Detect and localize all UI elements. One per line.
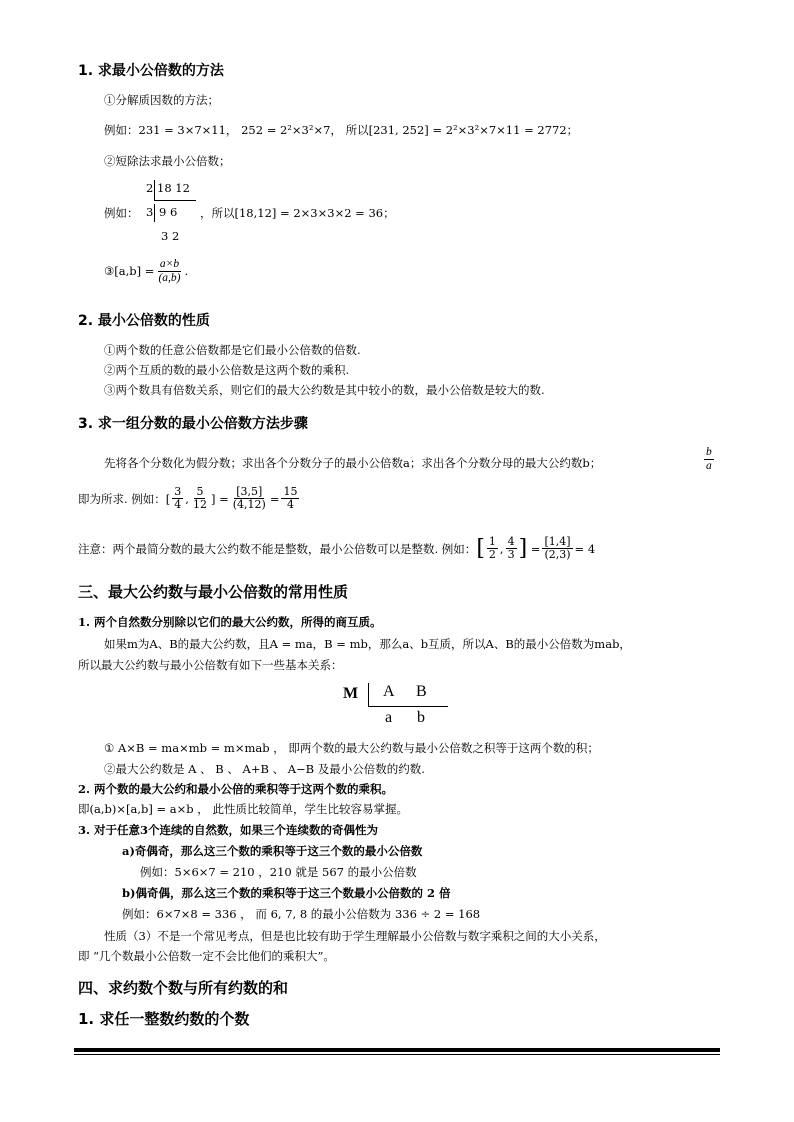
subsection-divisor-count: 1. 求任一整数约数的个数 bbox=[78, 1010, 250, 1028]
division-divisor-2: 3 bbox=[146, 205, 154, 219]
diagram-vertical-bar bbox=[368, 683, 369, 706]
ex-f3-num: [3,5] bbox=[236, 485, 263, 498]
footer-rule-thick bbox=[74, 1048, 720, 1052]
fraction-note-end: = 4 bbox=[574, 541, 596, 556]
note-f1-num: 1 bbox=[488, 535, 496, 548]
note-f3-den: (2,3) bbox=[544, 548, 571, 562]
ex-f2-num: 5 bbox=[196, 485, 204, 498]
method-2-label: ②短除法求最小公倍数； bbox=[104, 154, 231, 168]
item-1-text-2: 所以最大公约数与最小公倍数有如下一些基本关系： bbox=[78, 658, 343, 672]
section-heading-divisors: 四、求约数个数与所有约数的和 bbox=[78, 979, 289, 997]
fraction-example-eq: = bbox=[269, 491, 280, 506]
diagram-m: M bbox=[343, 685, 359, 702]
fraction-b: b bbox=[706, 446, 712, 458]
diagram-quotient-b: b bbox=[417, 709, 425, 726]
item-3-note-2: 即 “几个数最小公倍数一定不会比他们的乘积大”。 bbox=[78, 949, 335, 963]
section-heading-common-properties: 三、最大公约数与最小公倍数的常用性质 bbox=[78, 583, 349, 601]
relation-2: ②最大公约数是 A 、 B 、 A+B 、 A−B 及最小公倍数的约数. bbox=[104, 762, 425, 776]
note-f2-num: 4 bbox=[507, 535, 515, 548]
fraction-note: 注意：两个最简分数的最大公约数不能是整数，最小公倍数可以是整数. 例如： [ $\frac{1}{2}$ , $\frac{4}{3}$ ] = $\frac{[1,4]}{(2,3)}$ = 4 bbox=[78, 535, 596, 562]
fraction-b-over-a bbox=[702, 446, 716, 472]
item-1-heading: 1. 两个自然数分别除以它们的最大公约数，所得的商互质。 bbox=[78, 615, 382, 629]
method-3-numerator: a×b bbox=[159, 258, 180, 270]
note-f2-den: 3 bbox=[507, 548, 515, 562]
item-2-heading: 2. 两个数的最大公约和最小公倍的乘积等于这两个数的乘积。 bbox=[78, 782, 394, 796]
footer-rule-thin bbox=[74, 1054, 720, 1055]
method-2-prefix: 例如： bbox=[104, 206, 139, 220]
section-heading-fraction-lcm: 3. 求一组分数的最小公倍数方法步骤 bbox=[78, 416, 308, 432]
ex-f4-num: 15 bbox=[283, 485, 298, 498]
item-1-text-1: 如果m为A、B的最大公约数，且A = ma，B = mb，那么a、b互质，所以A、B的最小公倍数为mab， bbox=[104, 637, 631, 651]
item-3-heading: 3. 对于任意3个连续的自然数，如果三个连续数的奇偶性为 bbox=[78, 823, 379, 837]
property-3: ③两个数具有倍数关系，则它们的最大公约数是其中较小的数，最小公倍数是较大的数. bbox=[104, 383, 545, 397]
method-2-result: ，所以[18,12] = 2×3×3×2 = 36； bbox=[200, 206, 395, 220]
section-heading-lcm-properties: 2. 最小公倍数的性质 bbox=[78, 313, 210, 329]
fraction-example: 即为所求. 例如：[ $\frac{3}{4}$ , $\frac{5}{12}$ ] = $\frac{[3,5]}{(4,12)}$ = $\frac{15}{4}$ bbox=[78, 485, 298, 512]
item-3-case-a: a)奇偶奇，那么这三个数的乘积等于这三个数的最小公倍数 bbox=[122, 844, 423, 858]
diagram-quotient-a: a bbox=[385, 709, 393, 726]
ex-f1-num: 3 bbox=[174, 485, 182, 498]
item-3-case-a-example: 例如：5×6×7 = 210 ，210 就是 567 的最小公倍数 bbox=[140, 865, 417, 879]
fraction-example-mid: ] = bbox=[210, 491, 229, 506]
division-line-1 bbox=[154, 200, 196, 201]
section-heading-lcm-methods: 1. 求最小公倍数的方法 bbox=[78, 63, 224, 79]
note-f1-den: 2 bbox=[488, 548, 496, 562]
item-2-text: 即(a,b)×[a,b] = a×b ， 此性质比较简单，学生比较容易掌握。 bbox=[78, 802, 408, 816]
method-1-label: ①分解质因数的方法； bbox=[104, 93, 219, 107]
ex-f2-den: 12 bbox=[192, 498, 207, 512]
division-row-1: 18 12 bbox=[157, 181, 190, 195]
property-1: ①两个数的任意公倍数都是它们最小公倍数的倍数. bbox=[104, 343, 361, 357]
diagram-b: B bbox=[416, 683, 427, 700]
division-row-2: 9 6 bbox=[159, 205, 178, 219]
division-bar-1 bbox=[154, 180, 155, 200]
fraction-example-prefix: 即为所求. 例如：[ bbox=[78, 491, 171, 506]
division-bar-2 bbox=[154, 204, 155, 222]
method-3-end: . bbox=[184, 264, 189, 279]
method-3-formula bbox=[104, 258, 188, 284]
fraction-note-prefix: 注意：两个最简分数的最大公约数不能是整数，最小公倍数可以是整数. 例如： bbox=[78, 541, 477, 556]
fraction-step-text: 先将各个分数化为假分数；求出各个分数分子的最小公倍数a；求出各个分数分母的最大公约数b； bbox=[104, 456, 602, 470]
diagram-horizontal-bar bbox=[368, 706, 448, 707]
method-3-label: ③[a,b] = bbox=[104, 264, 155, 279]
method-3-denominator: (a,b) bbox=[158, 271, 181, 284]
property-2: ②两个互质的数的最小公倍数是这两个数的乘积. bbox=[104, 363, 350, 377]
item-3-case-b-example: 例如：6×7×8 = 336 ， 而 6, 7, 8 的最小公倍数为 336 ÷ 2 = 168 bbox=[122, 907, 481, 921]
method-1-example: 例如：231 = 3×7×11， 252 = 2²×3²×7， 所以[231, 252] = 2²×3²×7×11 = 2772； bbox=[104, 123, 579, 137]
fraction-a: a bbox=[706, 459, 712, 472]
division-row-3: 3 2 bbox=[161, 229, 180, 243]
ex-f3-den: (4,12) bbox=[232, 498, 266, 512]
relation-1: ① A×B = ma×mb = m×mab ， 即两个数的最大公约数与最小公倍数之积等于这两个数的积； bbox=[104, 741, 599, 755]
item-3-case-b: b)偶奇偶，那么这三个数的乘积等于这三个数最小公倍数的 2 倍 bbox=[122, 886, 451, 900]
diagram-a: A bbox=[383, 683, 395, 700]
note-f3-num: [1,4] bbox=[544, 535, 571, 548]
ex-f1-den: 4 bbox=[174, 498, 182, 512]
division-divisor-1: 2 bbox=[146, 181, 154, 195]
method-3-fraction bbox=[156, 258, 182, 284]
ex-f4-den: 4 bbox=[286, 498, 294, 512]
item-3-note-1: 性质（3）不是一个常见考点，但是也比较有助于学生理解最小公倍数与数字乘积之间的大小关系， bbox=[104, 929, 606, 943]
